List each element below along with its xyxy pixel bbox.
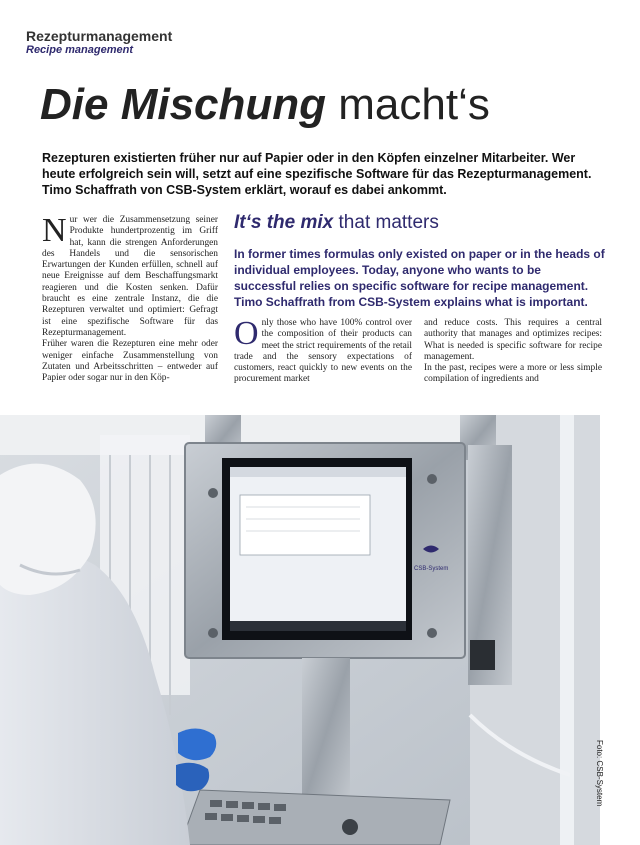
- body-text-de-2: Früher waren die Rezepturen eine mehr oder weniger einfache Zusammenstellung von Zutaten und Arbeitsschritten – entweder auf Papier oder sogar nur in den Köp-: [42, 339, 218, 384]
- body-text-de: ur wer die Zusammensetzung seiner Produkte hundertprozentig im Griff hat, kann die strengen Anforderungen des Handels und die sensorischen Erwartungen der Kunden erfüllen, schnell auf neue Ereignisse auf dem Beschaffungsmarkt reagieren und die Kosten senken. Dafür braucht es eine zentrale Instanz, die die Rezepturen verwaltet und optimiert: Gefragt ist eine spezifische Software für das Rezepturmanagement.: [42, 215, 218, 338]
- body-column-en-1: [234, 315, 412, 386]
- dropcap-en: O: [234, 315, 259, 352]
- english-title-bold: It‘s the mix: [234, 212, 334, 233]
- title-bold: Die Mischung: [40, 80, 327, 129]
- article-photo: [0, 415, 600, 845]
- section-label-en: Recipe management: [26, 44, 133, 56]
- body-text-en-1: nly those who have 100% control over the composition of their products can meet the strict requirements of the retail trade and the sensory expectations of customers, react quickly to new events on the procurement market: [234, 318, 412, 385]
- article-title: [40, 80, 490, 130]
- english-title-regular: that matters: [333, 212, 439, 233]
- title-regular: macht‘s: [326, 80, 490, 129]
- body-text-en-2b: In the past, recipes were a more or less simple compilation of ingredients and: [424, 363, 602, 385]
- body-column-de: [42, 212, 218, 384]
- lead-paragraph-en: In former times formulas only existed on paper or in the heads of individual employees. Today, anyone who wants to be successful relies on specific software for recipe management. Timo Schaffrath from CSB-System explains what is important.: [234, 247, 605, 309]
- english-title: [234, 212, 439, 234]
- csb-logo-text: CSB-System: [414, 566, 449, 572]
- body-column-en-2: [424, 318, 602, 386]
- lead-paragraph-de: Rezepturen existierten früher nur auf Papier oder in den Köpfen einzelner Mitarbeiter. Wer heute erfolgreich sein will, setzt auf eine spezifische Software für das Rezepturmanagement. Timo Schaffrath von CSB-System erklärt, worauf es dabei ankommt.: [42, 151, 592, 197]
- photo-illustration: [0, 415, 600, 845]
- dropcap-de: N: [42, 212, 67, 249]
- body-text-en-2: and reduce costs. This requires a central authority that manages and optimizes recipes: What is needed is specific software for recipe management.: [424, 318, 602, 362]
- photo-credit: Foto: CSB-System: [595, 740, 604, 807]
- section-label-de: Rezepturmanagement: [26, 28, 173, 44]
